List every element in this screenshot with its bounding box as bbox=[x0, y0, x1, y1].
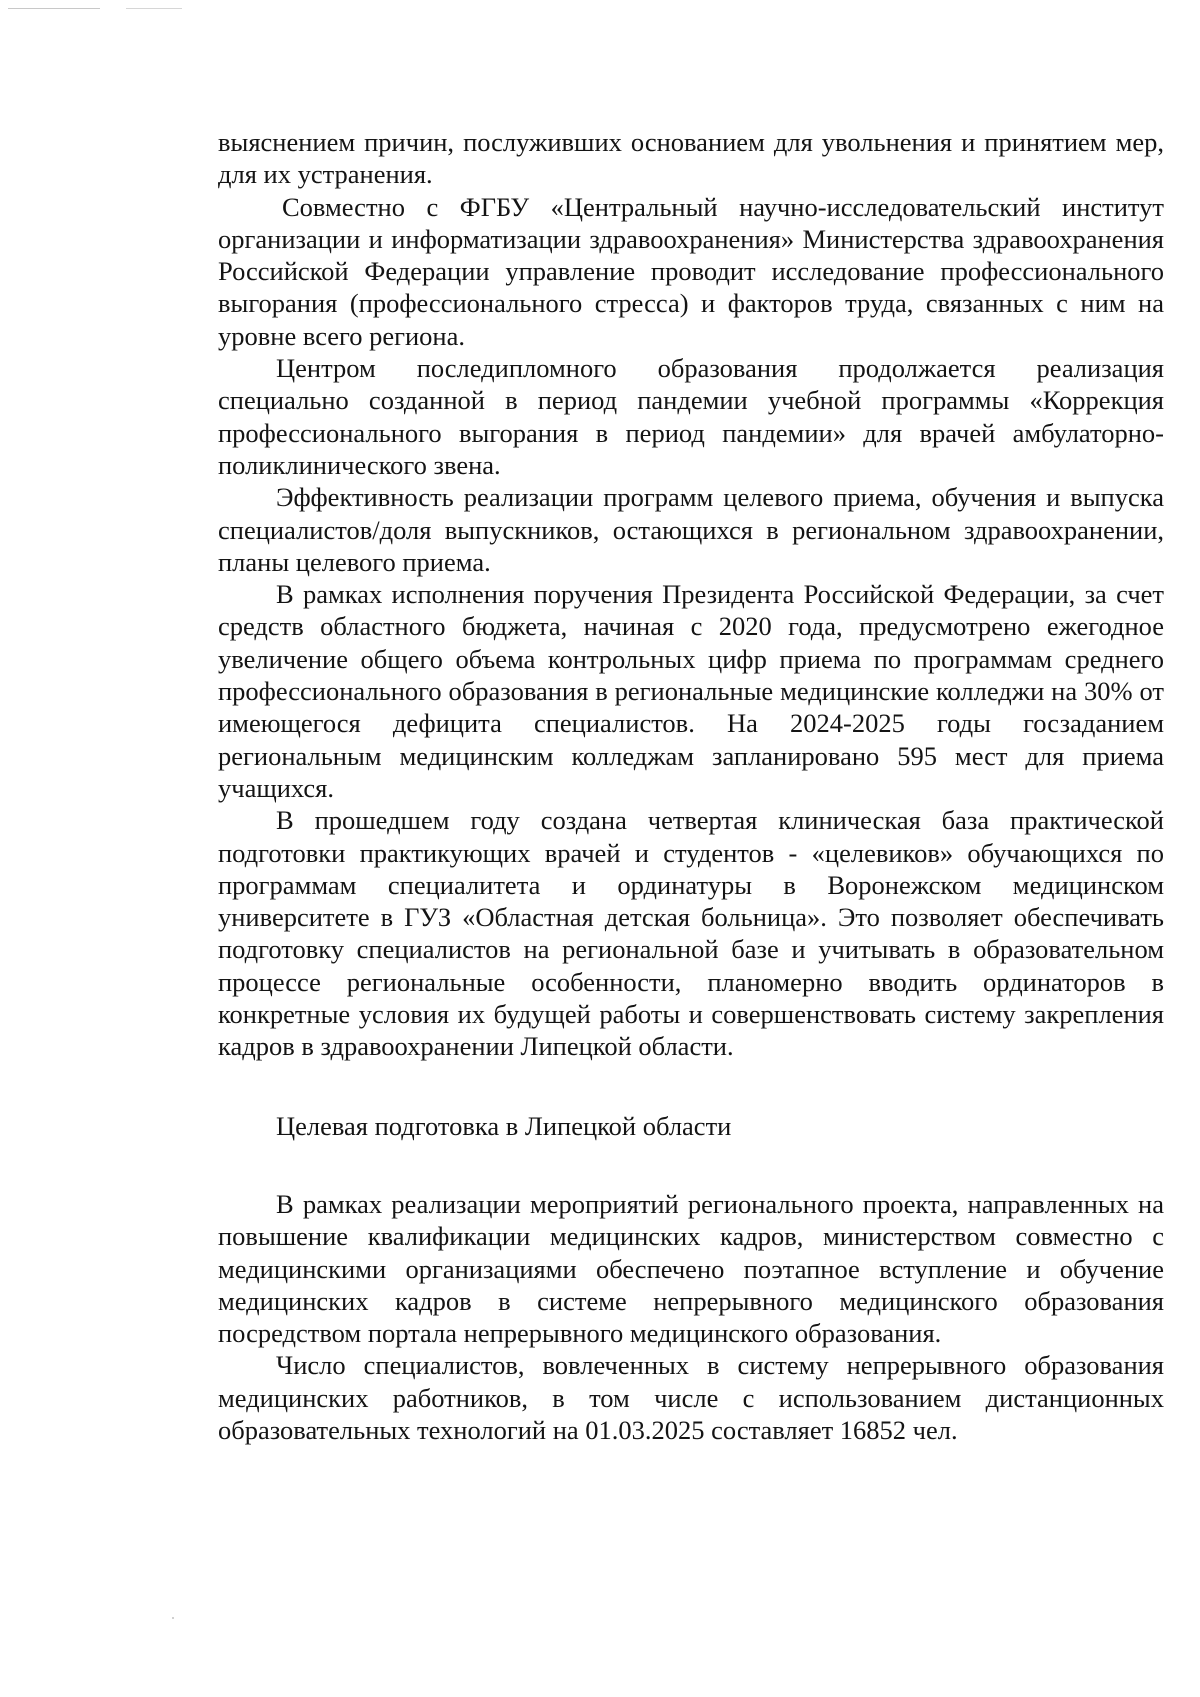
paragraph-postgraduate-program: Центром последипломного образования продолжается реализация специально созданной в период пандемии учебной программы «Коррекция профессионального выгорания в период пандемии» для врачей амбулаторно-поликлинического звена. bbox=[218, 353, 1164, 480]
paragraph-college-admission: В рамках исполнения поручения Президента Российской Федерации, за счет средств областного бюджета, начиная с 2020 года, предусмотрено ежегодное увеличение общего объема контрольных цифр приема по программам среднего профессионального образования в региональные медицинские колледжи на 30% от имеющегося дефицита специалистов. На 2024-2025 годы госзаданием региональным медицинским колледжам запланировано 595 мест для приема учащихся. bbox=[218, 579, 1164, 803]
scan-artifact-line bbox=[8, 8, 100, 9]
paragraph-target-admission-efficiency: Эффективность реализации программ целевого приема, обучения и выпуска специалистов/доля выпускников, остающихся в региональном здравоохранении, планы целевого приема. bbox=[218, 482, 1164, 577]
paragraph-burnout-research: Совместно с ФГБУ «Центральный научно-исследовательский институт организации и информатизации здравоохранения» Министерства здравоохранения Российской Федерации управление проводит исследование профессионального выгорания (профессионального стресса) и факторов труда, связанных с ним на уровне всего региона. bbox=[218, 191, 1164, 351]
paragraph-specialists-count: Число специалистов, вовлеченных в систему непрерывного образования медицинских работников, в том числе с использованием дистанционных образовательных технологий на 01.03.2025 составляет 16852 чел. bbox=[218, 1350, 1164, 1445]
paragraph-clinical-base: В прошедшем году создана четвертая клиническая база практической подготовки практикующих врачей и студентов - «целевиков» обучающихся по программам специалитета и ординатуры в Воронежском медицинском университете в ГУЗ «Областная детская больница». Это позволяет обеспечивать подготовку специалистов на региональной базе и учитывать в образовательном процессе региональные особенности, планомерно вводить ординаторов в конкретные условия их будущей работы и совершенствовать систему закрепления кадров в здравоохранении Липецкой области. bbox=[218, 805, 1164, 1062]
scan-artifact-line bbox=[126, 8, 182, 9]
paragraph-regional-project: В рамках реализации мероприятий регионального проекта, направленных на повышение квалификации медицинских кадров, министерством совместно с медицинскими организациями обеспечено поэтапное вступление и обучение медицинских кадров в системе непрерывного медицинского образования посредством портала непрерывного медицинского образования. bbox=[218, 1188, 1164, 1349]
document-body bbox=[218, 126, 1164, 1446]
scan-artifact-dot bbox=[172, 1617, 174, 1619]
section-heading: Целевая подготовка в Липецкой области bbox=[276, 1110, 732, 1141]
paragraph-continuation: выяснением причин, послуживших основанием для увольнения и принятием мер, для их устранения. bbox=[218, 127, 1164, 190]
